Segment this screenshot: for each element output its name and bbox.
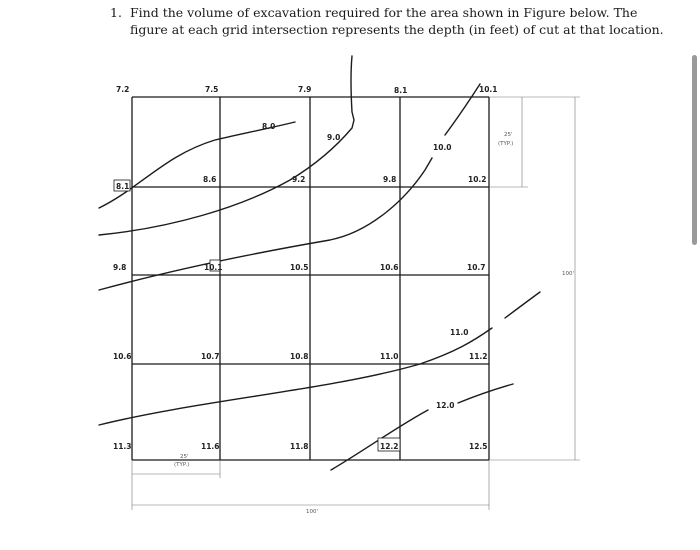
depth-r3c4: 11.2 bbox=[469, 352, 488, 361]
depth-r0c2: 7.9 bbox=[298, 85, 312, 94]
dimension-lines bbox=[132, 97, 580, 510]
depth-r3c0: 10.6 bbox=[113, 352, 132, 361]
depth-r4c1: 11.6 bbox=[201, 442, 220, 451]
contour-line-11b bbox=[505, 292, 540, 318]
contour-line-11a bbox=[99, 328, 492, 425]
dim-cell-bottom: 25' bbox=[180, 454, 189, 460]
depth-r3c2: 10.8 bbox=[290, 352, 309, 361]
dim-cell-right-typ: (TYP.) bbox=[498, 141, 514, 147]
contour-label-12: 12.0 bbox=[436, 401, 455, 410]
depth-r0c4: 10.1 bbox=[479, 85, 498, 94]
depth-r3c3: 11.0 bbox=[380, 352, 399, 361]
depth-r4c3: 12.2 bbox=[380, 442, 399, 451]
contour-line-12b bbox=[458, 384, 513, 403]
dim-total-right: 100' bbox=[562, 271, 575, 277]
depth-r3c1: 10.7 bbox=[201, 352, 220, 361]
depth-r1c4: 10.2 bbox=[468, 175, 487, 184]
contour-label-11: 11.0 bbox=[450, 328, 469, 337]
problem-line-2: figure at each grid intersection represents the depth (in feet) of cut at that location. bbox=[130, 22, 664, 37]
dim-cell-bottom-typ: (TYP.) bbox=[174, 462, 190, 468]
contour-label-10: 10.0 bbox=[433, 143, 452, 152]
depth-r0c1: 7.5 bbox=[205, 85, 219, 94]
problem-number: 1. bbox=[110, 5, 122, 20]
contour-line-10b bbox=[445, 84, 480, 135]
depth-r2c0: 9.8 bbox=[113, 263, 127, 272]
contour-line-9 bbox=[99, 56, 354, 235]
depth-r2c3: 10.6 bbox=[380, 263, 399, 272]
dim-total-bottom: 100' bbox=[306, 509, 319, 515]
depth-r0c3: 8.1 bbox=[394, 86, 408, 95]
depth-r2c1: 10.1 bbox=[204, 263, 223, 272]
dim-cell-right: 25' bbox=[504, 132, 513, 138]
depth-r4c0: 11.3 bbox=[113, 442, 132, 451]
contour-line-8 bbox=[99, 122, 295, 208]
contour-label-9: 9.0 bbox=[327, 133, 341, 142]
depth-r0c0: 7.2 bbox=[116, 85, 130, 94]
depth-r1c2: 9.2 bbox=[292, 175, 306, 184]
contour-label-8: 8.0 bbox=[262, 122, 276, 131]
depth-r1c0: 8.1 bbox=[116, 182, 130, 191]
depth-r1c3: 9.8 bbox=[383, 175, 397, 184]
scrollbar[interactable] bbox=[692, 55, 697, 245]
depth-r1c1: 8.6 bbox=[203, 175, 217, 184]
depth-r2c2: 10.5 bbox=[290, 263, 309, 272]
depth-r4c2: 11.8 bbox=[290, 442, 309, 451]
depth-r4c4: 12.5 bbox=[469, 442, 488, 451]
depth-r2c4: 10.7 bbox=[467, 263, 486, 272]
value-boxes bbox=[114, 180, 400, 451]
problem-line-1: Find the volume of excavation required for the area shown in Figure below. The bbox=[130, 5, 638, 20]
